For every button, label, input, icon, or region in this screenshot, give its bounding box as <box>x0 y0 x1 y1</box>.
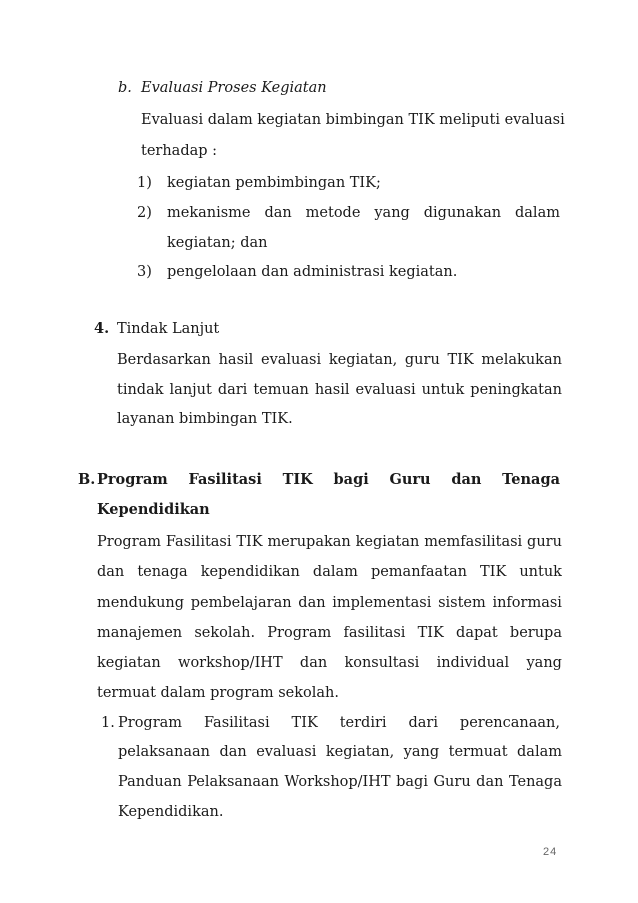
intro-line-2: terhadap : <box>141 143 218 159</box>
list-item-number: 1) <box>137 175 152 191</box>
list-item-line: Kependidikan. <box>118 804 224 820</box>
list-item-text: pengelolaan dan administrasi kegiatan. <box>167 264 458 280</box>
step-paragraph-line: layanan bimbingan TIK. <box>117 411 293 427</box>
paragraph-line: dan tenaga kependidikan dalam pemanfaatan TIK untuk <box>97 564 562 580</box>
paragraph-line: termuat dalam program sekolah. <box>97 685 340 701</box>
list-item-text-cont: kegiatan; dan <box>167 235 268 251</box>
list-item-text: mekanisme dan metode yang digunakan dalam <box>167 205 560 221</box>
subsection-title: Evaluasi Proses Kegiatan <box>141 80 327 96</box>
intro-line-1: Evaluasi dalam kegiatan bimbingan TIK meliputi evaluasi <box>141 112 565 128</box>
section-letter: B. <box>78 471 96 488</box>
paragraph-line: mendukung pembelajaran dan implementasi sistem informasi <box>97 595 562 611</box>
list-item-number: 1. <box>101 715 115 731</box>
step-paragraph-line: tindak lanjut dari temuan hasil evaluasi untuk peningkatan <box>117 382 562 398</box>
list-item-number: 3) <box>137 264 152 280</box>
step-number: 4. <box>94 320 110 337</box>
step-title: Tindak Lanjut <box>117 321 220 337</box>
page-number: 24 <box>543 846 558 858</box>
paragraph-line: manajemen sekolah. Program fasilitasi TIK dapat berupa <box>97 625 562 641</box>
list-item-line: Panduan Pelaksanaan Workshop/IHT bagi Guru dan Tenaga <box>118 774 562 790</box>
step-paragraph-line: Berdasarkan hasil evaluasi kegiatan, guru TIK melakukan <box>117 352 562 368</box>
paragraph-line: Program Fasilitasi TIK merupakan kegiatan memfasilitasi guru <box>97 534 562 550</box>
section-heading: Program Fasilitasi TIK bagi Guru dan Tenaga <box>97 471 560 488</box>
section-heading-cont: Kependidikan <box>97 501 210 518</box>
paragraph-line: kegiatan workshop/IHT dan konsultasi individual yang <box>97 655 562 671</box>
list-item-number: 2) <box>137 205 152 221</box>
list-item-line: pelaksanaan dan evaluasi kegiatan, yang termuat dalam <box>118 744 562 760</box>
list-item-text: kegiatan pembimbingan TIK; <box>167 175 381 191</box>
subsection-label: b. <box>118 80 132 96</box>
list-item-line: Program Fasilitasi TIK terdiri dari perencanaan, <box>118 715 560 731</box>
